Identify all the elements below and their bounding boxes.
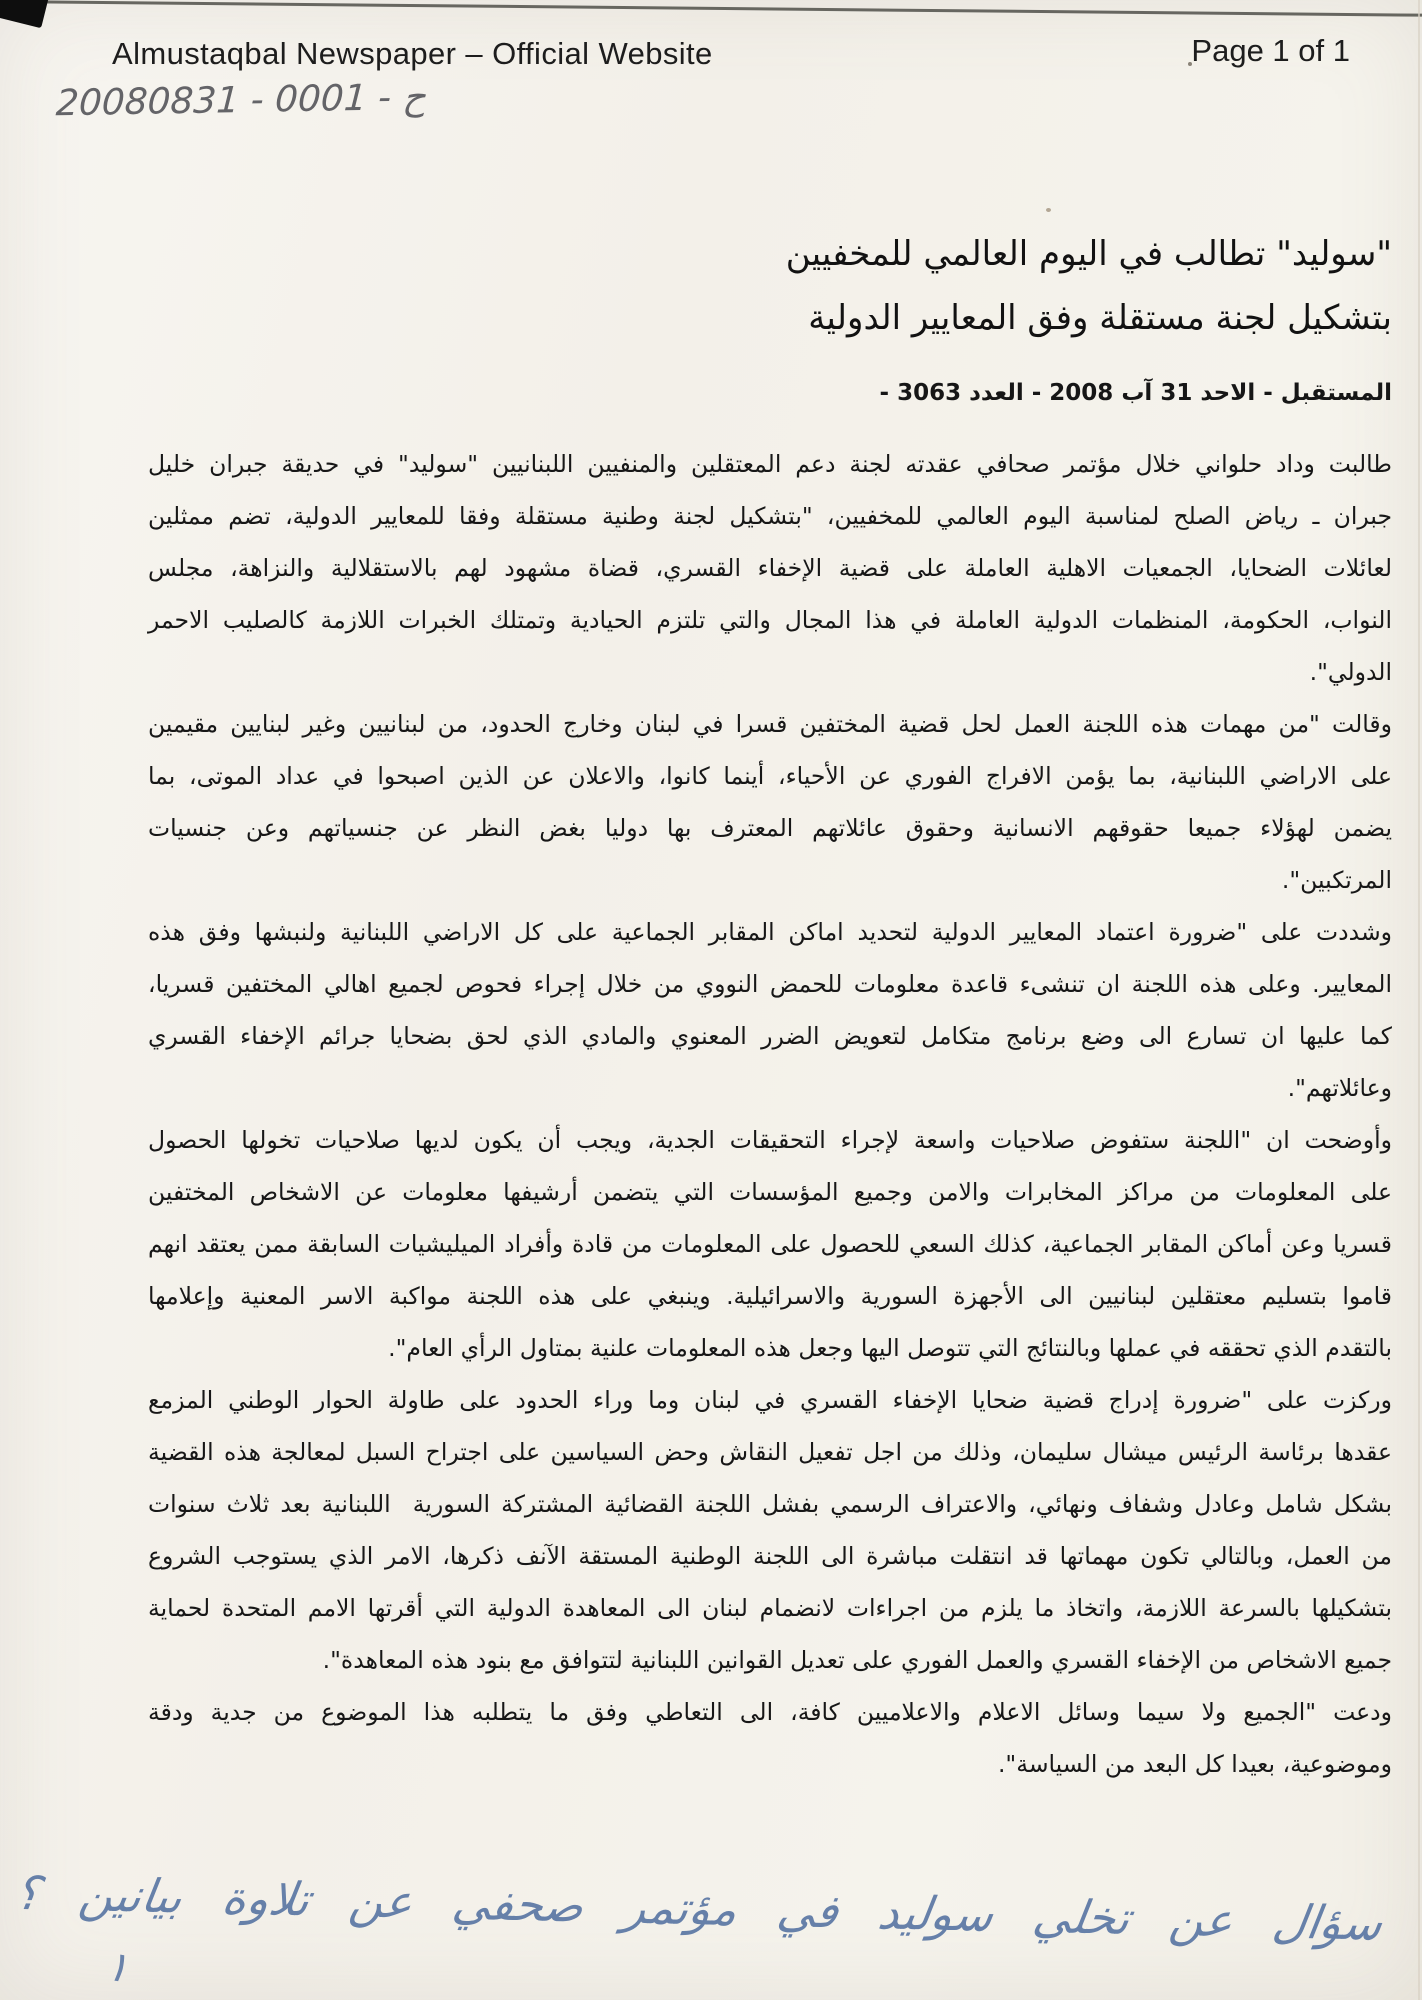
- text-line: لعائلات الضحايا، الجمعيات الاهلية العاملة على قضية الإخفاء القسري، قضاة مشهود لهم بالاستقلالية والنزاهة، مجلس: [148, 554, 1392, 582]
- article-title-line: بتشكيل لجنة مستقلة وفق المعايير الدولية: [808, 298, 1392, 338]
- text-line: جبران ـ رياض الصلح لمناسبة اليوم العالمي للمخفيين، "بتشكيل لجنة وطنية مستقلة وفقا للمعايير الدولية، تضم ممثلين: [148, 502, 1392, 530]
- text-line: وموضوعية، بعيدا كل البعد من السياسة".: [997, 1750, 1392, 1778]
- handwritten-reference: 20080831 - 0001 - ح: [54, 76, 427, 125]
- article-body: [148, 438, 1392, 1790]
- text-line: من العمل، وبالتالي تكون مهماتها قد انتقلت مباشرة الى اللجنة الوطنية المستقة الآنف ذكرها، الامر الذي يستوجب الشروع: [148, 1542, 1392, 1570]
- text-line: جميع الاشخاص من الإخفاء القسري والعمل الفوري على تعديل القوانين اللبنانية لتتوافق مع بنود هذه المعاهدة".: [322, 1646, 1392, 1674]
- text-line: على الاراضي اللبنانية، بما يؤمن الافراج الفوري عن الأحياء، أينما كانوا، والاعلان عن الذين اصبحوا في عداد الموتى، بما: [148, 762, 1392, 790]
- text-line: وقالت "من مهمات هذه اللجنة العمل لحل قضية المختفين قسرا في لبنان وخارج الحدود، من لبنانيين وغير لبنايين مقيمين: [148, 710, 1392, 738]
- article-title: [148, 222, 1392, 350]
- article-title-line: "سوليد" تطالب في اليوم العالمي للمخفيين: [785, 234, 1392, 274]
- text-line: المعايير. وعلى هذه اللجنة ان تنشىء قاعدة معلومات للحمض النووي من خلال إجراء فحوص لجميع اهالي المختفين قسريا،: [148, 970, 1392, 998]
- text-line: النواب، الحكومة، المنظمات الدولية العاملة في هذا المجال والتي تلتزم الحيادية وتمتلك الخبرات اللازمة كالصليب الاحمر: [148, 606, 1392, 634]
- text-line: كما عليها ان تسارع الى وضع برنامج متكامل لتعويض الضرر المعنوي والمادي الذي لحق بضحايا جرائم الإخفاء القسري: [148, 1022, 1392, 1050]
- text-line: بتشكيلها بالسرعة اللازمة، واتخاذ ما يلزم من اجراءات لانضمام لبنان الى المعاهدة الدولية التي أقرتها الامم المتحدة لحماية: [148, 1594, 1392, 1622]
- scan-edge-right: [1418, 0, 1420, 2000]
- site-title: Almustaqbal Newspaper – Official Website: [112, 36, 713, 71]
- text-line: طالبت وداد حلواني خلال مؤتمر صحافي عقدته لجنة دعم المعتقلين والمنفيين اللبنانيين "سوليد" في حديقة جبران خليل: [148, 450, 1392, 478]
- text-line: الدولي".: [1309, 658, 1392, 686]
- paragraph: [148, 906, 1392, 1114]
- paragraph: [148, 698, 1392, 906]
- handwritten-mark: ١: [102, 1940, 133, 1993]
- handwritten-note: سؤال عن تخلي سوليد في مؤتمر صحفي عن تلاوة بيانين ؟: [10, 1865, 1386, 1951]
- scan-edge-line: [0, 0, 1422, 17]
- paragraph: [148, 438, 1392, 698]
- scan-corner-mark: [0, 0, 49, 28]
- text-line: وركزت على "ضرورة إدراج قضية ضحايا الإخفاء القسري في لبنان وما وراء الحدود على طاولة الحوار الوطني المزمع: [148, 1386, 1392, 1414]
- text-line: يضمن لهؤلاء جميعا حقوقهم الانسانية وحقوق عائلاتهم المعترف بها دوليا بغض النظر عن جنسياتهم وعن جنسيات: [148, 814, 1392, 842]
- text-line: ودعت "الجميع ولا سيما وسائل الاعلام والاعلاميين كافة، الى التعاطي وفق ما يتطلبه هذا الموضوع من جدية ودقة: [148, 1698, 1392, 1726]
- text-line: وعائلاتهم".: [1287, 1074, 1392, 1102]
- text-line: على المعلومات من مراكز المخابرات والامن وجميع المؤسسات التي يتضمن أرشيفها معلومات عن الاشخاص المختفين: [148, 1178, 1392, 1206]
- text-line: وشددت على "ضرورة اعتماد المعايير الدولية لتحديد اماكن المقابر الجماعية على كل الاراضي اللبنانية ولنبشها وفق هذه: [148, 918, 1392, 946]
- text-line: قسريا وعن أماكن المقابر الجماعية، كذلك السعي للحصول على المعلومات من قادة وأفراد الميليشيات السابقة ممن يعتقد انهم: [148, 1230, 1392, 1258]
- text-line: بشكل شامل وعادل وشفاف ونهائي، والاعتراف الرسمي بفشل اللجنة القضائية المشتركة السورية اللبنانية بعد ثلاث سنوات: [148, 1490, 1392, 1518]
- text-line: المرتكبين".: [1281, 866, 1392, 894]
- text-line: قاموا بتسليم معتقلين لبنانيين الى الأجهزة السورية والاسرائيلية. وينبغي على هذه اللجنة مواكبة الاسر المعنية وإعلامها: [148, 1282, 1392, 1310]
- paragraph: [148, 1374, 1392, 1686]
- text-line: وأوضحت ان "اللجنة ستفوض صلاحيات واسعة لإجراء التحقيقات الجدية، ويجب أن يكون لديها صلاحيات تخولها الحصول: [148, 1126, 1392, 1154]
- article-dateline: المستقبل - الاحد 31 آب 2008 - العدد 3063 -: [879, 380, 1392, 406]
- text-line: بالتقدم الذي تحققه في عملها وبالنتائج التي تتوصل اليها وجعل هذه المعلومات علنية بمتاول الرأي العام".: [388, 1334, 1392, 1362]
- paragraph: [148, 1686, 1392, 1790]
- page-indicator: Page 1 of 1: [1191, 33, 1350, 68]
- paragraph: [148, 1114, 1392, 1374]
- text-line: عقدها برئاسة الرئيس ميشال سليمان، وذلك من اجل تفعيل النقاش وحض السياسين على اجتراح السبل لمعالجة هذه القضية: [148, 1438, 1392, 1466]
- scan-speck: [1046, 208, 1051, 212]
